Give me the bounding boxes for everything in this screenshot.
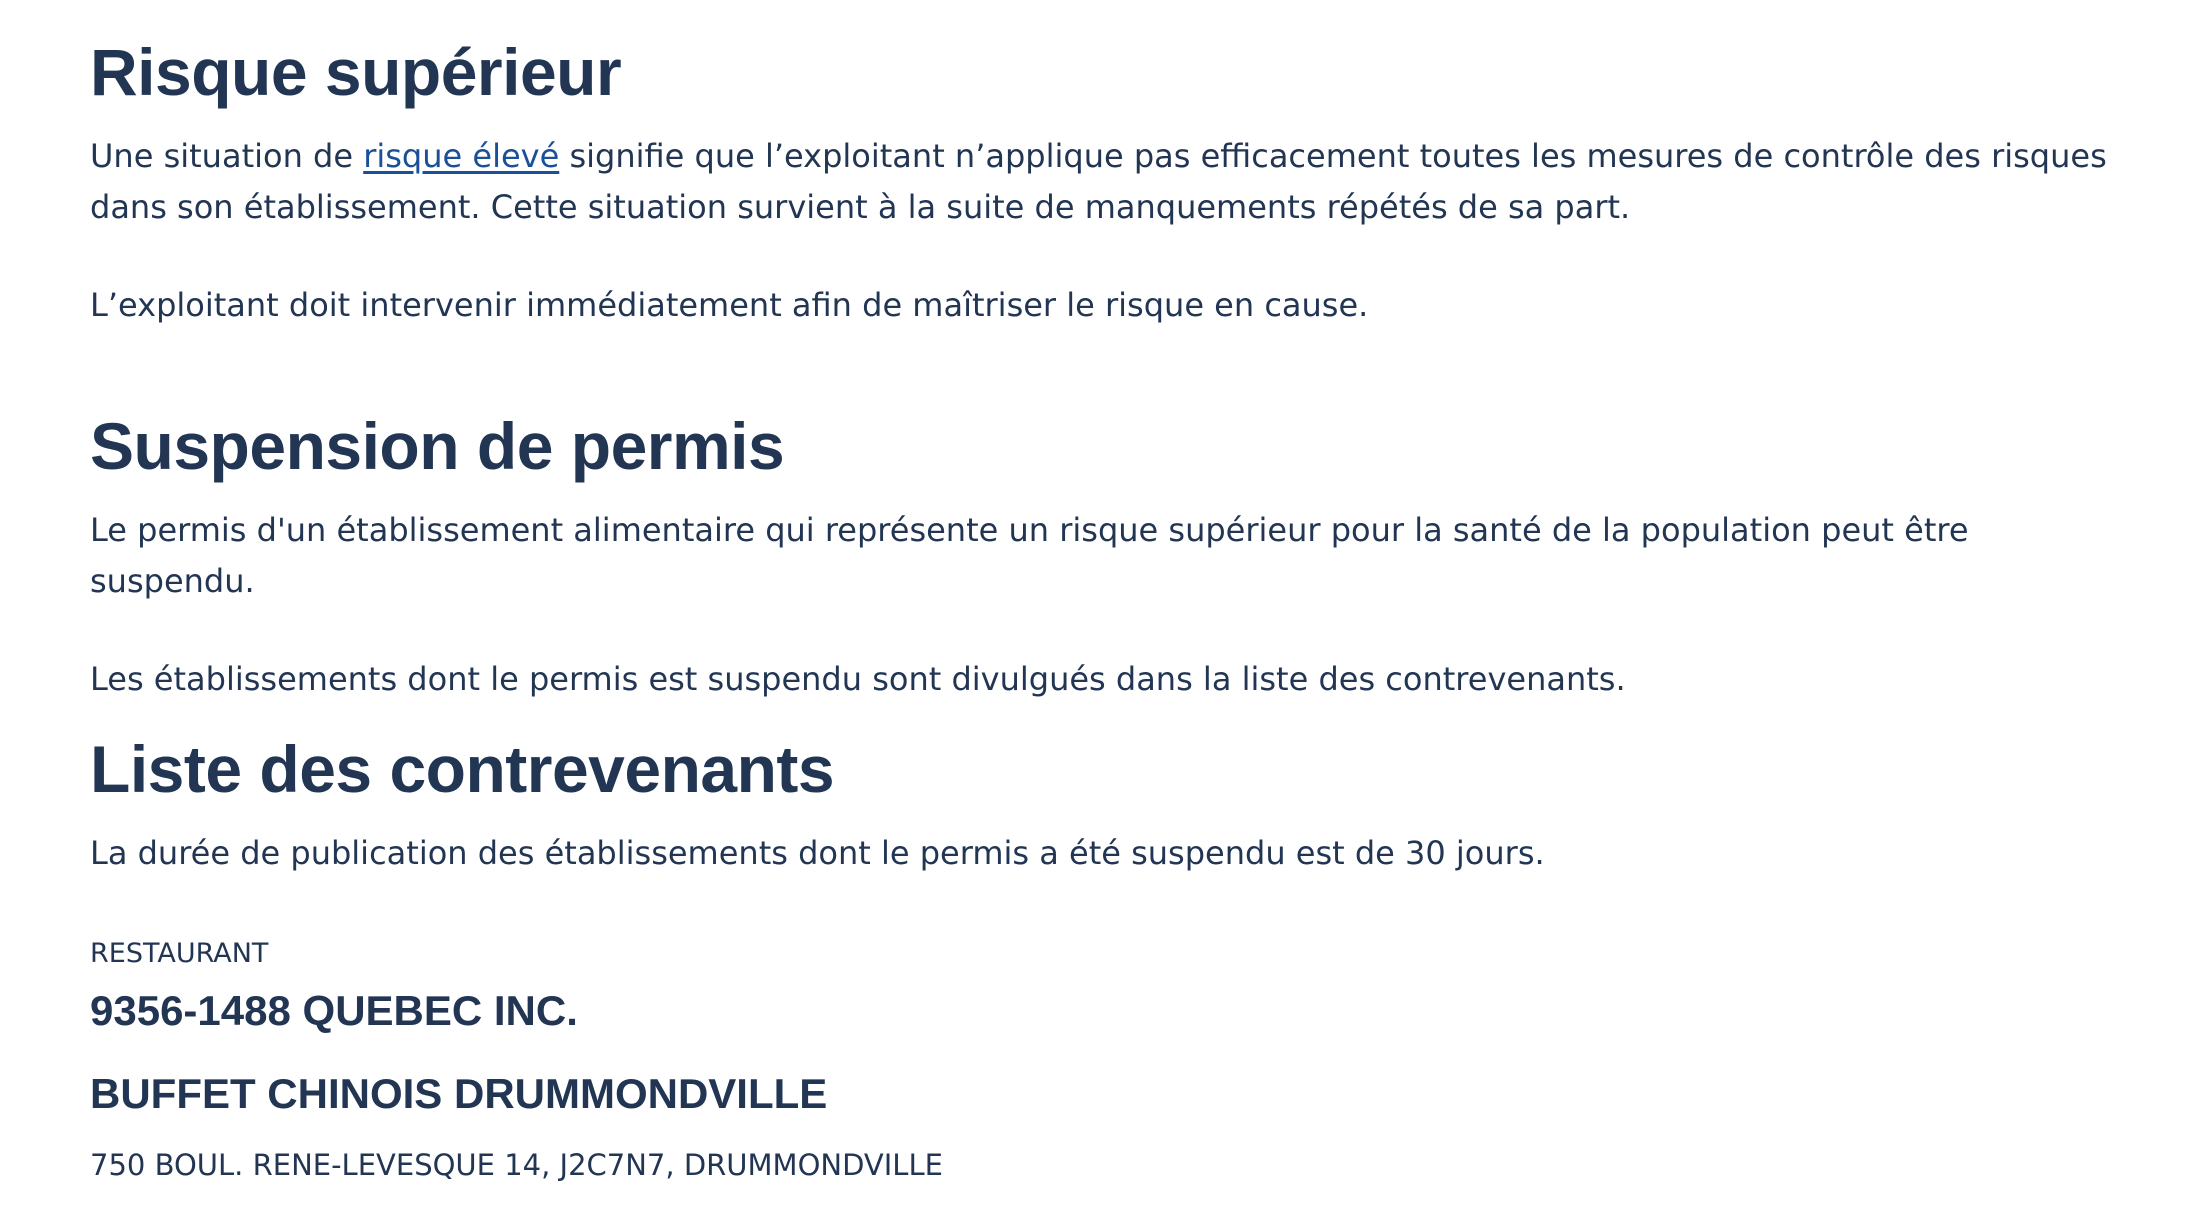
heading-risque-superieur: Risque supérieur (90, 35, 622, 109)
paragraph-divulgation: Les établissements dont le permis est suspendu sont divulgués dans la liste des contrevenants. (90, 659, 1626, 698)
paragraph-duree-publication: La durée de publication des établissements dont le permis a été suspendu est de 30 jours. (90, 833, 1545, 872)
entry-business-name: BUFFET CHINOIS DRUMMONDVILLE (90, 1070, 828, 1117)
heading-suspension-permis: Suspension de permis (90, 409, 785, 483)
section-risque-superieur (90, 36, 2138, 331)
entry-category: RESTAURANT (90, 938, 269, 969)
paragraph-text: Une situation de (90, 136, 364, 175)
entry-address: 750 BOUL. RENE-LEVESQUE 14, J2C7N7, DRUMMONDVILLE (90, 1148, 943, 1182)
heading-liste-contrevenants: Liste des contrevenants (90, 732, 835, 806)
paragraph-risque-definition (90, 131, 2138, 233)
section-liste-contrevenants (90, 733, 2138, 879)
paragraph-text: signifie que l’exploitant n’applique pas efficacement toutes les mesures de contrôle des risques dans son établissement. Cette situation survient à la suite de manquements répétés de sa part. (90, 136, 2107, 226)
paragraph-intervention: L’exploitant doit intervenir immédiatement afin de maîtriser le risque en cause. (90, 285, 1369, 324)
section-suspension-permis (90, 410, 2138, 705)
link-risque-eleve[interactable]: risque élevé (363, 136, 560, 175)
paragraph-suspension: Le permis d'un établissement alimentaire qui représente un risque supérieur pour la santé de la population peut être suspendu. (90, 510, 1969, 600)
entry-company-name: 9356-1488 QUEBEC INC. (90, 987, 578, 1034)
